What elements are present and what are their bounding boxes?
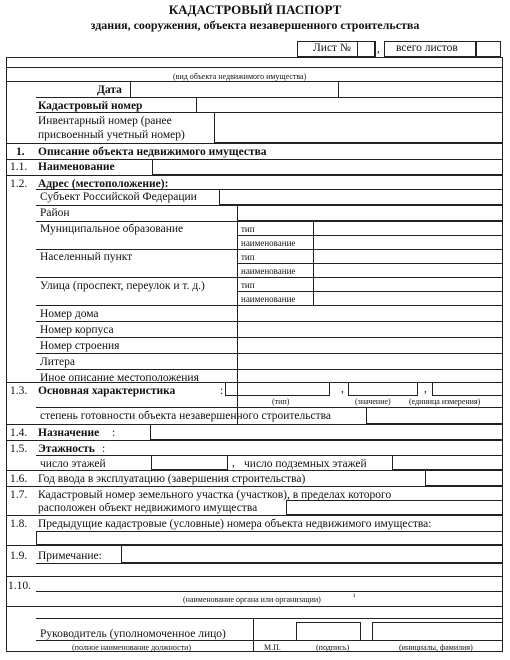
caption-position: (полное наименование должности)	[72, 643, 192, 652]
underground-field[interactable]	[392, 455, 503, 470]
row-1-3-num: 1.3.	[10, 385, 28, 397]
row-1-10-num: 1.10.	[8, 580, 31, 592]
row-1-4-label: Назначение	[38, 427, 100, 439]
row-1-8-num: 1.8.	[10, 518, 28, 530]
row-1-1-num: 1.1.	[10, 161, 28, 173]
row-1-7-num: 1.7.	[10, 489, 28, 501]
purpose-field[interactable]	[150, 424, 503, 440]
address-district-label: Район	[40, 207, 70, 219]
head-label: Руководитель (уполномоченное лицо)	[40, 628, 226, 640]
row-1-5-num: 1.5.	[10, 443, 28, 455]
sheet-number-value[interactable]	[357, 41, 376, 57]
row-1-4-colon: :	[112, 427, 116, 439]
inventory-number-field[interactable]	[214, 112, 503, 143]
characteristic-comma-1: ,	[341, 383, 344, 395]
row-1-7-line-2: расположен объект недвижимого имущества	[38, 502, 258, 514]
readiness-label: степень готовности объекта незавершенного строительства	[40, 410, 332, 422]
sheet-separator: ,	[377, 43, 380, 55]
cadastral-number-field[interactable]	[196, 97, 503, 113]
row-1-3-colon: :	[220, 385, 224, 397]
row-1-3-label: Основная характеристика	[38, 385, 176, 397]
address-settlement-label: Населенный пункт	[40, 251, 133, 263]
note-field[interactable]	[121, 545, 503, 563]
caption-value: (значение)	[355, 397, 391, 406]
date-label: Дата	[97, 84, 122, 96]
name-field[interactable]	[152, 159, 503, 175]
caption-signature: (подпись)	[316, 643, 350, 652]
caption-initials: (инициалы, фамилия)	[399, 643, 473, 652]
row-1-4-num: 1.4.	[10, 427, 28, 439]
signature-field[interactable]	[296, 622, 361, 641]
characteristic-comma-2: ,	[424, 383, 427, 395]
settlement-name-label: наименование	[241, 266, 296, 276]
row-1-5-colon: :	[102, 443, 106, 455]
row-1-8-label: Предыдущие кадастровые (условные) номера объекта недвижимого имущества:	[38, 518, 432, 530]
address-street-label: Улица (проспект, переулок и т. д.)	[40, 280, 205, 292]
address-municipal-label: Муниципальное образование	[40, 223, 184, 235]
row-1-9-label: Примечание:	[38, 550, 102, 562]
row-1-7-line-1: Кадастровый номер земельного участка (участков), в пределах которого	[38, 489, 392, 501]
street-name-label: наименование	[241, 294, 296, 304]
floors-label: число этажей	[40, 458, 106, 470]
address-subject-field[interactable]	[219, 189, 503, 205]
section-1-title: Описание объекта недвижимого имущества	[38, 146, 267, 158]
characteristic-type-field[interactable]	[225, 382, 330, 396]
characteristic-unit-field[interactable]	[432, 382, 503, 396]
previous-numbers-field[interactable]	[36, 531, 503, 545]
inventory-number-label-2: присвоенный учетный номер)	[38, 129, 185, 141]
characteristic-value-field[interactable]	[348, 382, 418, 396]
municipal-name-label: наименование	[241, 238, 296, 248]
cadastral-number-label: Кадастровый номер	[38, 100, 143, 112]
readiness-field[interactable]	[366, 407, 503, 424]
row-1-5-label: Этажность	[38, 443, 95, 455]
initials-field[interactable]	[372, 622, 503, 641]
address-structure-label: Номер строения	[40, 340, 120, 352]
sheet-number-label: Лист №	[313, 42, 351, 54]
total-sheets-value[interactable]	[476, 41, 501, 57]
inventory-number-label-1: Инвентарный номер (ранее	[38, 115, 172, 127]
underground-label: число подземных этажей	[244, 458, 367, 470]
row-1-1-label: Наименование	[38, 161, 115, 173]
row-1-9-num: 1.9.	[10, 550, 28, 562]
address-house-label: Номер дома	[40, 308, 99, 320]
section-1-num: 1.	[16, 146, 25, 158]
settlement-type-label: тип	[241, 252, 255, 262]
caption-stamp: М.П.	[264, 643, 281, 652]
floors-comma: ,	[232, 457, 235, 469]
caption-unit: (единица измерения)	[409, 397, 481, 406]
page-subtitle: здания, сооружения, объекта незавершенного строительства	[90, 18, 420, 32]
row-1-2-label: Адрес (местоположение):	[38, 178, 169, 190]
address-litera-label: Литера	[40, 356, 75, 368]
row-1-2-num: 1.2.	[10, 178, 28, 190]
row-1-6-label: Год ввода в эксплуатацию (завершения строительства)	[38, 473, 306, 485]
commission-year-field[interactable]	[425, 470, 503, 486]
street-type-label: тип	[241, 280, 255, 290]
date-field[interactable]	[130, 81, 339, 98]
address-subject-label: Субъект Российской Федерации	[40, 191, 197, 203]
land-plot-field[interactable]	[286, 500, 503, 515]
org-caption-mark: ¹	[353, 592, 356, 601]
caption-type: (тип)	[272, 397, 290, 406]
object-type-caption: (вид объекта недвижимого имущества)	[173, 72, 307, 81]
row-1-6-num: 1.6.	[10, 473, 28, 485]
floors-field[interactable]	[151, 455, 228, 470]
address-building-label: Номер корпуса	[40, 324, 114, 336]
page-title: КАДАСТРОВЫЙ ПАСПОРТ	[168, 2, 342, 17]
municipal-type-label: тип	[241, 224, 255, 234]
address-district-field[interactable]	[237, 205, 503, 221]
org-caption: (наименование органа или организации)	[183, 595, 321, 604]
address-other-label: Иное описание местоположения	[40, 372, 199, 384]
total-sheets-label: всего листов	[396, 42, 458, 54]
